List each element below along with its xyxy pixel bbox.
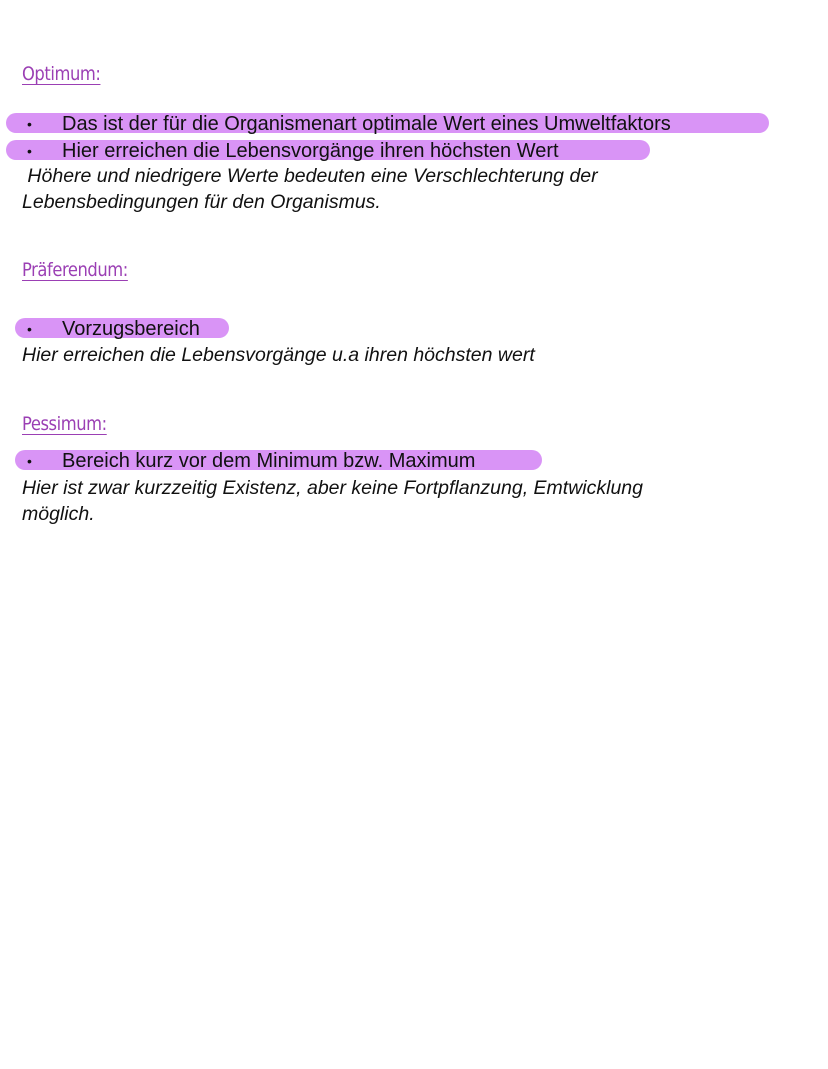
bullet-point: • — [27, 321, 32, 337]
bullet-point: • — [27, 143, 32, 159]
section-heading-praeferendum: Präferendum: — [22, 259, 128, 281]
note-line-praeferendum-1: Hier erreichen die Lebensvorgänge u.a ihren höchsten wert — [22, 344, 535, 366]
note-line-pessimum-1: Hier ist zwar kurzzeitig Existenz, aber keine Fortpflanzung, Emtwicklung — [22, 477, 643, 499]
bullet-text-optimum-1: Das ist der für die Organismenart optimale Wert eines Umweltfaktors — [62, 113, 671, 135]
note-line-optimum-2: Lebensbedingungen für den Organismus. — [22, 191, 381, 213]
bullet-point: • — [27, 453, 32, 469]
note-line-optimum-1: Höhere und niedrigere Werte bedeuten eine Verschlechterung der — [22, 165, 598, 187]
bullet-text-praeferendum-1: Vorzugsbereich — [62, 318, 200, 340]
bullet-point: • — [27, 116, 32, 132]
bullet-text-pessimum-1: Bereich kurz vor dem Minimum bzw. Maximum — [62, 450, 476, 472]
note-line-pessimum-2: möglich. — [22, 503, 95, 525]
section-heading-pessimum: Pessimum: — [22, 413, 107, 435]
section-heading-optimum: Optimum: — [22, 63, 101, 85]
bullet-text-optimum-2: Hier erreichen die Lebensvorgänge ihren höchsten Wert — [62, 140, 559, 162]
